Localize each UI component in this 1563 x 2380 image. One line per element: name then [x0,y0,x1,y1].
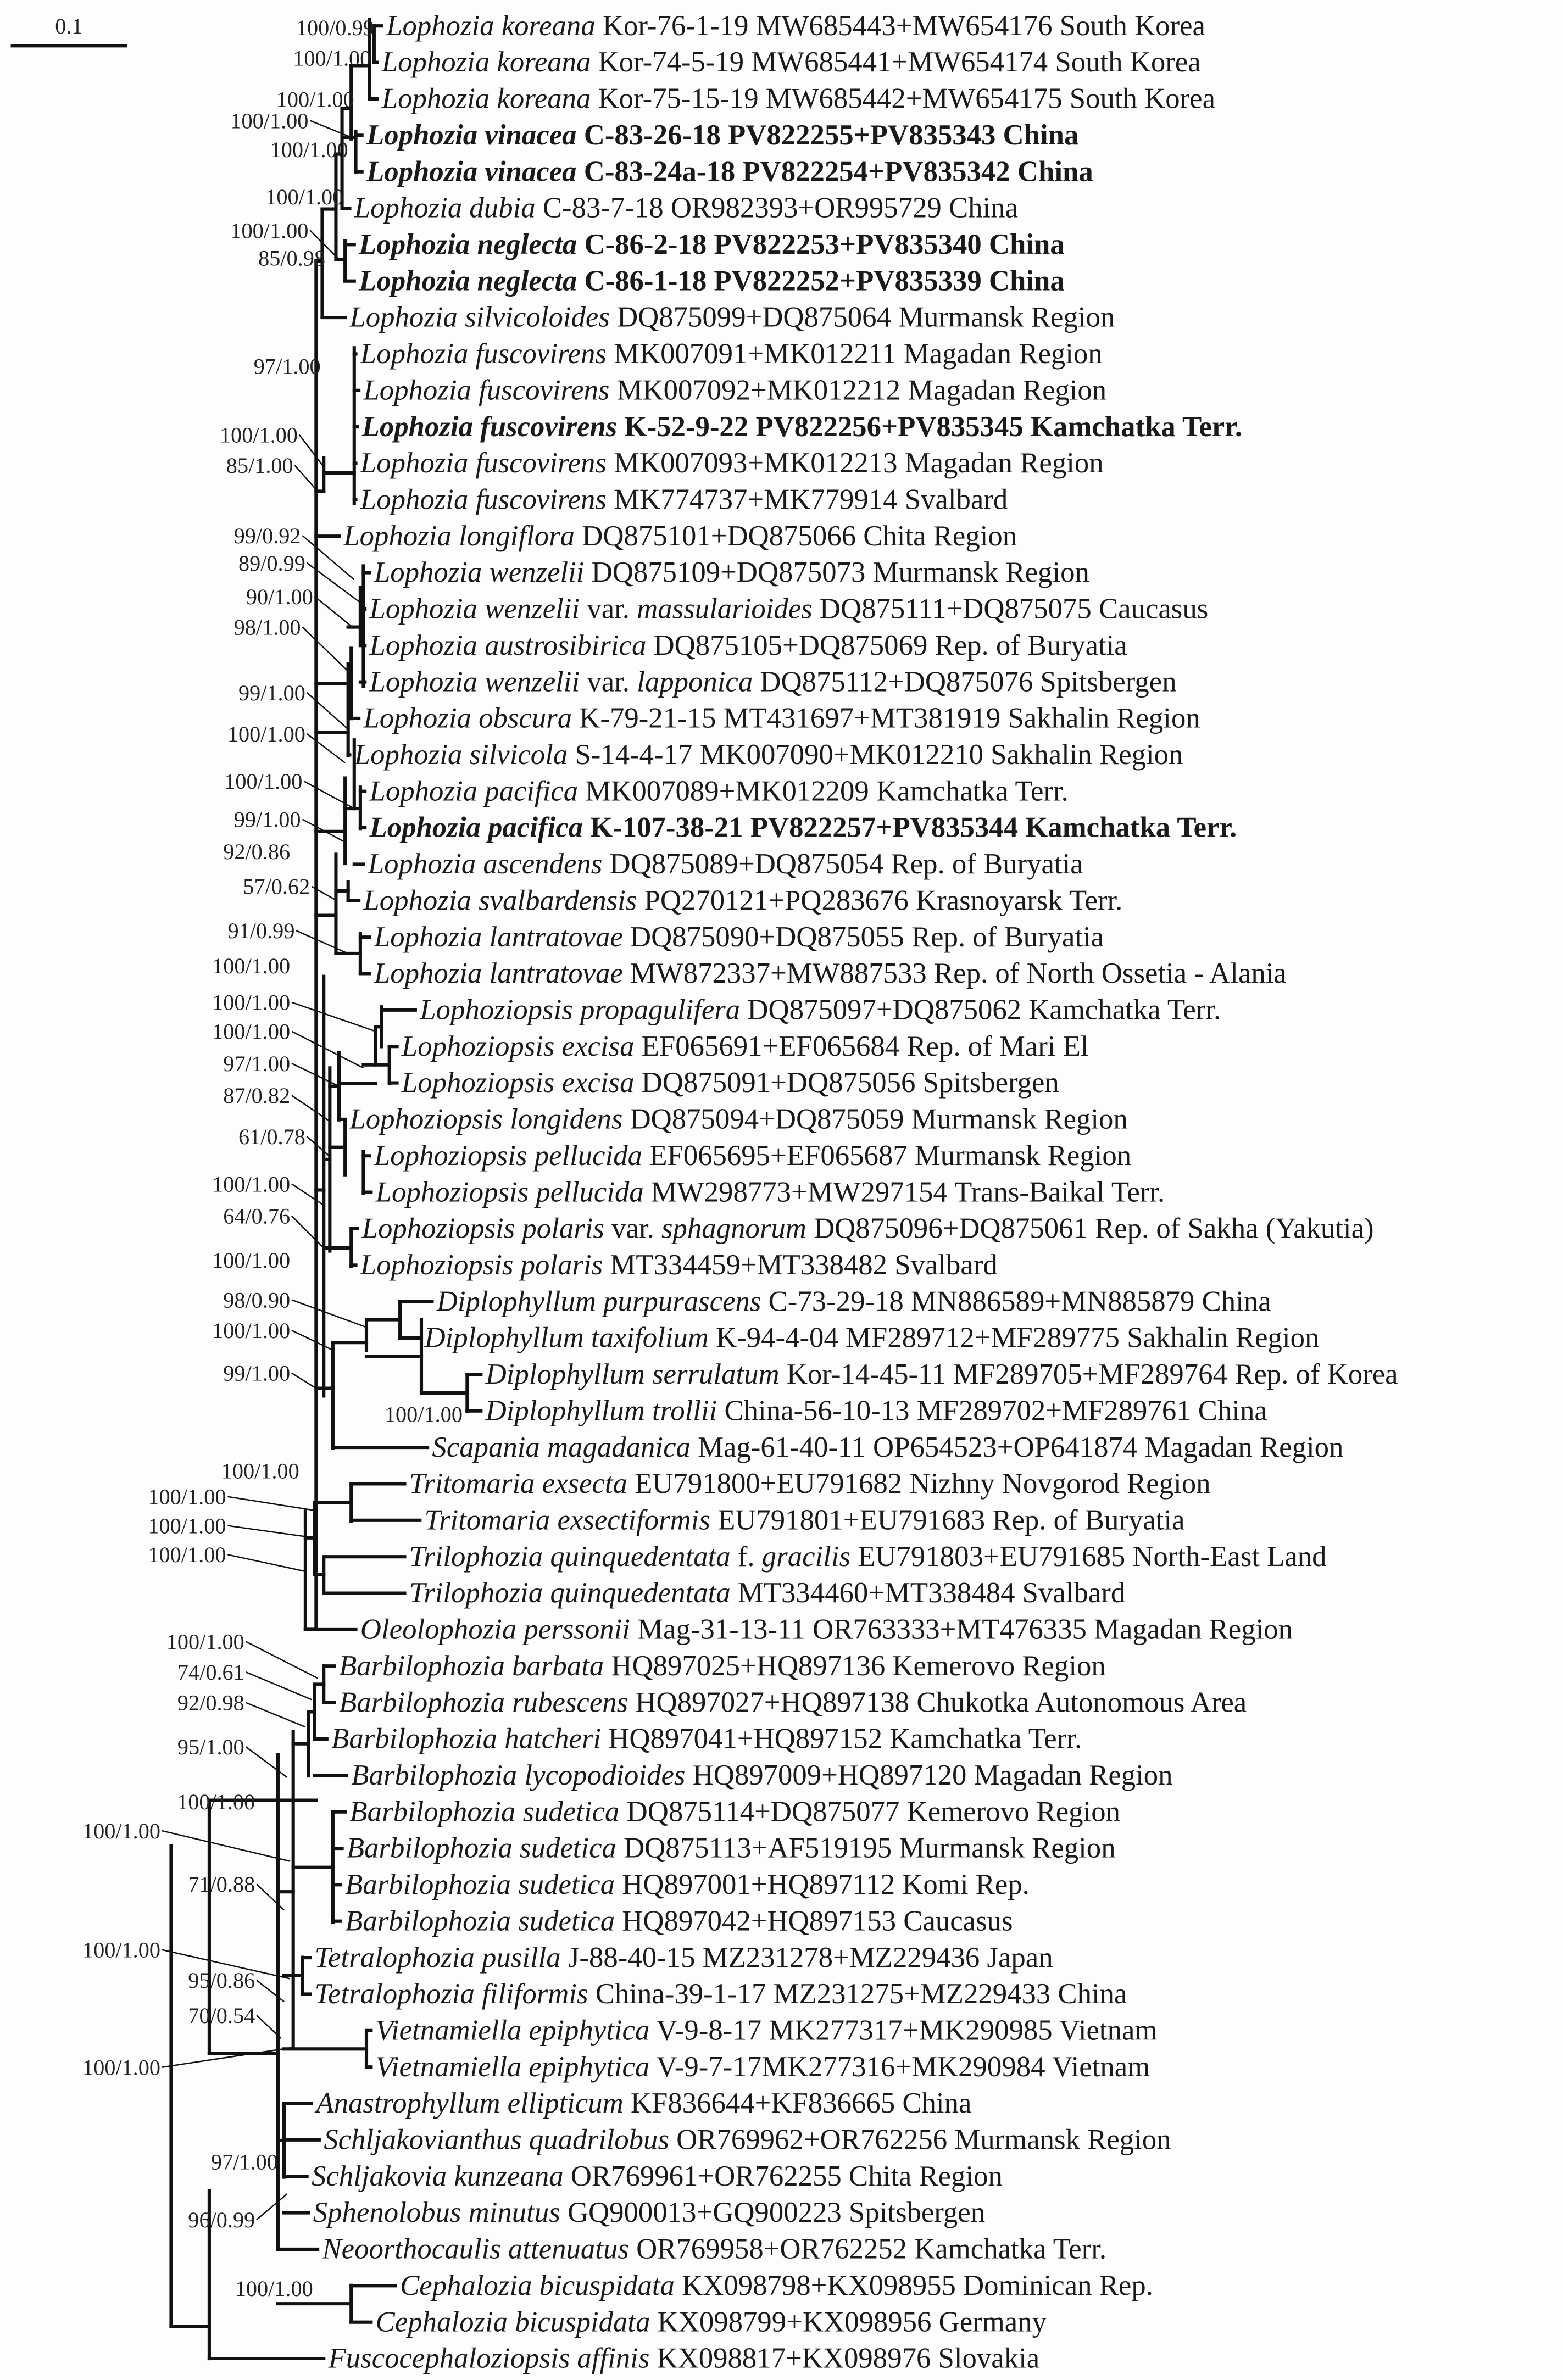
taxon-voucher-info: DQ875097+DQ875062 Kamchatka Terr. [740,994,1221,1026]
taxon-label [321,2233,1106,2265]
support-value: 71/0.88 [188,1872,255,1897]
support-leader-arrow [227,1526,314,1538]
support-leader-arrow [292,1300,366,1327]
taxon-name: Barbilophozia rubescens [339,1686,628,1719]
taxon-label [381,46,1201,78]
support-value: 97/1.00 [210,2149,278,2175]
taxon-name: Trilophozia quinquedentata [409,1577,731,1609]
support-value: 100/1.00 [230,108,309,133]
support-leader-arrow [292,1002,376,1032]
support-value: 100/1.00 [82,1818,161,1843]
taxon-voucher-info: f. [730,1540,762,1573]
taxon-label [361,1213,1374,1245]
taxon-name: Lophozia vinacea [366,119,577,151]
taxon-voucher-info: MK007092+MK012212 Magadan Region [609,374,1107,406]
taxon-label [424,1322,1320,1354]
taxon-label [401,1030,1089,1062]
taxon-voucher-info: OR769958+OR762252 Kamchatka Terr. [628,2233,1107,2265]
support-value: 100/1.00 [82,2055,161,2080]
scale-bar [13,14,126,46]
taxon-voucher-info: C-83-24a-18 PV822254+PV835342 China [576,155,1093,188]
support-leader-arrow [246,1672,312,1699]
support-value: 57/0.62 [243,874,310,899]
taxon-label [400,2270,1153,2301]
taxon-name: Barbilophozia lycopodioides [351,1759,686,1791]
taxon-voucher-info: KF836644+KF836665 China [623,2087,972,2120]
taxon-voucher-info: DQ875111+DQ875075 Caucasus [812,593,1209,625]
taxon-voucher-info: EU791801+EU791683 Rep. of Buryatia [710,1504,1185,1536]
taxon-name: Lophozia silvicoloides [349,301,610,333]
support-value: 89/0.99 [238,550,305,576]
taxon-label [358,265,1065,297]
taxon-voucher-info: DQ875099+DQ875064 Murmansk Region [609,301,1115,333]
support-value: 100/1.00 [166,1629,244,1654]
support-leader-arrow [162,2047,293,2067]
support-leader-arrow [307,734,345,763]
taxon-voucher-info: DQ875101+DQ875066 Chita Region [575,520,1017,552]
support-leader-arrow [257,1884,284,1910]
taxon-voucher-info: MK007089+MK012209 Kamchatka Terr. [578,775,1069,807]
support-value: 85/0.98 [258,246,326,271]
taxon-label [369,812,1237,844]
support-value: 100/1.00 [219,422,298,448]
support-leader-arrow [296,930,348,954]
taxon-voucher-info: HQ897001+HQ897112 Komi Rep. [615,1869,1030,1901]
taxon-voucher-info: DQ875094+DQ875059 Murmansk Region [622,1103,1128,1135]
taxon-voucher-info: DQ875096+DQ875061 Rep. of Sakha (Yakutia) [806,1212,1374,1245]
taxon-voucher-info: MW872337+MW887533 Rep. of North Ossetia - Alania [622,957,1287,990]
taxon-voucher-info: S-14-4-17 MK007090+MK012210 Sakhalin Region [568,739,1183,771]
support-value: 61/0.78 [238,1124,305,1150]
taxon-voucher-info: C-83-7-18 OR982393+OR995729 China [535,192,1019,224]
taxon-name: Diplophyllum taxifolium [424,1322,709,1354]
taxon-voucher-info: DQ875113+AF519195 Murmansk Region [616,1832,1116,1864]
taxon-label [351,1759,1172,1791]
taxon-name: Tritomaria exsecta [409,1468,627,1500]
taxon-voucher-info: J-88-40-15 MZ231278+MZ229436 Japan [560,1941,1053,1974]
support-leader-arrow [227,1497,314,1511]
taxon-voucher-info: KX098799+KX098956 Germany [650,2306,1047,2338]
taxon-name: Barbilophozia sudetica [349,1796,620,1828]
taxon-voucher-info: HQ897025+HQ897136 Kemerovo Region [604,1649,1106,1682]
taxon-label [366,155,1093,187]
taxon-label [328,2343,1040,2375]
support-leader-arrow [307,693,348,729]
taxon-label [368,848,1083,880]
taxon-voucher-info: China-39-1-17 MZ231275+MZ229433 China [588,1978,1127,2010]
taxon-label [369,775,1069,807]
taxon-voucher-info: Mag-61-40-11 OP654523+OP641874 Magadan Region [690,1431,1344,1463]
taxon-label [349,1796,1120,1827]
support-leader-arrow [162,1831,290,1861]
support-leader-arrow [294,465,318,491]
support-value: 92/0.86 [223,839,291,864]
support-value: 100/1.00 [148,1484,226,1509]
taxon-voucher-info: KX098798+KX098955 Dominican Rep. [674,2269,1153,2301]
taxon-label [314,2087,971,2119]
taxon-voucher-info: GQ900013+GQ900223 Spitsbergen [560,2197,986,2229]
taxon-voucher-info: K-52-9-22 PV822256+PV835345 Kamchatka Terr. [617,410,1242,443]
taxon-label [419,994,1221,1025]
taxon-voucher-info: MT334460+MT338484 Svalbard [730,1577,1126,1609]
taxon-label [361,411,1242,443]
taxon-name: Lophozia fuscovirens [360,483,607,516]
support-value: 100/1.00 [212,1172,291,1197]
support-value: 95/0.86 [188,1968,255,1993]
taxon-name: Lophozia wenzelii [374,556,585,589]
taxon-label [360,484,1008,516]
taxon-name: Lophozia obscura [363,702,572,734]
taxon-name: Lophozia silvicola [354,739,568,771]
support-leader-arrow [307,1136,330,1156]
support-value: 92/0.98 [177,1690,244,1715]
taxon-name: Barbilophozia sudetica [346,1832,616,1864]
taxon-label [360,447,1104,479]
taxon-name: Lophoziopsis excisa [401,1030,635,1062]
taxon-voucher-info: Kor-75-15-19 MW685442+MW654175 South Korea [591,82,1216,115]
taxon-name: Cephalozia bicuspidata [400,2269,675,2301]
taxon-label [343,520,1017,552]
taxon-voucher-info: EF065695+EF065687 Murmansk Region [642,1139,1132,1172]
taxon-voucher-info: HQ897009+HQ897120 Magadan Region [685,1759,1173,1791]
taxon-name: Lophozia koreana [386,9,596,42]
taxon-name: Lophozia lantratovae [374,957,623,990]
taxon-label [360,1614,1293,1646]
taxon-name: Lophozia fuscovirens [360,447,607,480]
support-value: 100/1.00 [276,87,354,112]
support-value: 100/1.00 [270,137,348,163]
support-leader-arrow [257,1980,284,2002]
taxon-name: Lophozia wenzelii [369,593,580,625]
taxon-name: Schljakovianthus quadrilobus [324,2123,669,2156]
taxon-name: lapponica [637,666,753,698]
support-value: 100/1.00 [212,990,291,1015]
taxon-label [485,1395,1267,1426]
taxon-name: Barbilophozia sudetica [345,1869,615,1901]
support-value: 100/1.00 [384,1402,463,1427]
support-leader-arrow [292,1373,316,1389]
taxon-voucher-info: DQ875112+DQ875076 Spitsbergen [753,666,1177,698]
support-leader-arrow [292,1032,364,1068]
taxon-label [436,1285,1271,1317]
taxon-name: Lophozia koreana [381,46,591,79]
taxon-voucher-info: MT334459+MT338482 Svalbard [603,1248,998,1281]
taxon-voucher-info: C-86-1-18 PV822252+PV835339 China [577,265,1065,297]
support-value: 100/1.00 [230,218,309,243]
support-value: 95/1.00 [177,1735,244,1760]
taxon-label [374,1140,1131,1172]
taxon-labels [312,10,1398,2375]
taxon-name: Vietnamiella epiphytica [375,2050,650,2083]
taxon-label [363,884,1122,916]
taxon-voucher-info: MK007091+MK012211 Magadan Region [606,338,1103,370]
taxon-voucher-info: V-9-7-17MK277316+MK290984 Vietnam [649,2050,1150,2083]
taxon-name: Lophozia ascendens [368,848,603,880]
taxon-label [376,2051,1150,2083]
taxon-voucher-info: PQ270121+PQ283676 Krasnoyarsk Terr. [637,884,1123,917]
taxon-voucher-info: OR769962+OR762256 Murmansk Region [669,2123,1171,2156]
taxon-label [345,1905,1013,1937]
taxon-voucher-info: Mag-31-13-11 OR763333+MT476335 Magadan Region [630,1613,1293,1646]
support-value: 97/1.00 [223,1051,291,1076]
taxon-voucher-info: V-9-8-17 MK277317+MK290985 Vietnam [649,2014,1158,2047]
taxon-voucher-info: Kor-76-1-19 MW685443+MW654176 South Korea [595,9,1205,42]
taxon-voucher-info: MK007093+MK012213 Magadan Region [606,447,1104,480]
taxon-voucher-info: var. [580,593,637,625]
support-value: 98/0.90 [223,1287,291,1313]
taxon-name: Lophozia wenzelii [369,666,580,698]
taxon-name: Lophozia fuscovirens [361,410,618,443]
taxon-name: Lophoziopsis polaris [360,1248,603,1281]
support-value: 70/0.54 [188,2003,255,2028]
taxon-voucher-info: China-56-10-13 MF289702+MF289761 China [717,1395,1267,1427]
taxon-voucher-info: K-94-4-04 MF289712+MF289775 Sakhalin Region [708,1322,1320,1354]
taxon-name: Diplophyllum trollii [485,1395,717,1427]
taxon-name: Oleolophozia perssonii [360,1613,630,1646]
taxon-name: Fuscocephaloziopsis affinis [328,2342,650,2375]
support-value: 100/1.00 [148,1542,226,1568]
support-value: 85/1.00 [226,453,293,478]
taxon-label [354,192,1018,224]
taxon-name: massularioides [637,593,813,625]
support-value: 100/1.00 [227,721,305,746]
taxon-label [425,1504,1185,1536]
taxon-name: sphagnorum [661,1212,806,1245]
taxon-label [381,83,1215,115]
support-value: 74/0.61 [177,1660,244,1685]
support-value: 64/0.76 [223,1203,291,1229]
support-value: 100/1.00 [265,185,344,210]
support-value: 99/1.00 [223,1361,291,1386]
taxon-label [315,1942,1053,1974]
taxon-label [349,1103,1127,1135]
taxon-label [354,739,1183,771]
support-value: 90/1.00 [246,584,313,609]
taxon-label [369,666,1177,698]
taxon-voucher-info: EU791803+EU791685 North-East Land [850,1540,1327,1573]
support-leader-arrow [292,1216,324,1248]
taxon-name: Lophoziopsis excisa [401,1067,635,1099]
taxon-voucher-info: HQ897027+HQ897138 Chukotka Autonomous Area [628,1686,1247,1719]
taxon-voucher-info: K-107-38-21 PV822257+PV835344 Kamchatka Terr. [582,811,1237,844]
taxon-name: Tetralophozia pusilla [314,1941,561,1974]
taxon-name: Vietnamiella epiphytica [375,2014,650,2047]
taxon-label [374,957,1287,989]
taxon-label [374,921,1104,953]
taxon-voucher-info: HQ897042+HQ897153 Caucasus [615,1905,1013,1937]
taxon-name: Lophozia neglecta [359,265,577,297]
support-value: 100/1.00 [212,1019,291,1044]
support-value: 87/0.82 [223,1083,291,1108]
support-leader-arrow [257,2194,287,2220]
taxon-name: gracilis [761,1540,851,1573]
support-value: 98/1.00 [233,615,301,640]
support-leader-arrow [310,120,351,137]
taxon-name: Lophoziopsis propagulifera [420,994,741,1026]
taxon-voucher-info: Kor-14-45-11 MF289705+MF289764 Rep. of Korea [779,1358,1398,1391]
taxon-label [409,1577,1125,1609]
support-leader-arrow [246,1747,287,1777]
taxon-voucher-info: C-86-2-18 PV822253+PV835340 China [577,228,1065,261]
taxon-name: Lophozia fuscovirens [360,338,607,370]
taxon-name: Lophozia svalbardensis [363,884,637,917]
taxon-name: Tetralophozia filiformis [314,1978,588,2010]
taxon-name: Lophozia fuscovirens [363,374,610,406]
taxon-voucher-info: HQ897041+HQ897152 Kamchatka Terr. [601,1723,1082,1755]
taxon-label [315,1978,1127,2010]
taxon-label [409,1468,1211,1500]
taxon-voucher-info: C-73-29-18 MN886589+MN885879 China [761,1285,1271,1318]
taxon-label [409,1541,1327,1573]
support-leader-arrow [292,1330,333,1350]
support-value: 99/1.00 [238,680,305,705]
taxon-label [376,2306,1047,2338]
taxon-name: Lophozia austrosibirica [369,629,647,661]
taxon-name: Lophozia longiflora [343,520,575,552]
taxon-label [363,374,1106,406]
taxon-name: Barbilophozia barbata [339,1649,604,1682]
support-value: 100/1.00 [212,954,291,979]
taxon-voucher-info: DQ875114+DQ875077 Kemerovo Region [619,1796,1120,1828]
support-leader-arrow [299,435,324,467]
taxon-voucher-info: K-79-21-15 MT431697+MT381919 Sakhalin Region [572,702,1200,734]
support-value: 100/1.00 [293,46,371,71]
taxon-name: Lophozia koreana [381,82,591,115]
taxon-name: Lophozia neglecta [359,228,577,261]
support-value: 100/1.00 [224,769,303,794]
taxon-name: Lophozia pacifica [369,811,583,844]
support-leader-arrow [302,627,348,672]
taxon-label [374,556,1089,588]
taxon-name: Lophoziopsis pellucida [374,1139,642,1172]
support-value: 100/1.00 [212,1248,291,1273]
taxon-name: Barbilophozia hatcheri [331,1723,602,1755]
support-value: 91/0.99 [227,918,295,944]
support-value: 99/0.92 [233,523,301,548]
taxon-label [432,1431,1343,1463]
taxon-voucher-info: DQ875091+DQ875056 Spitsbergen [634,1067,1059,1099]
taxon-name: Trilophozia quinquedentata [409,1540,731,1573]
taxon-label [369,593,1209,625]
taxon-label [363,703,1200,734]
support-value: 100/1.00 [82,1937,161,1963]
taxon-label [360,338,1103,370]
taxon-name: Tritomaria exsectiformis [424,1504,710,1536]
taxon-name: Lophozia pacifica [369,775,579,807]
taxon-voucher-info: var. [604,1212,662,1245]
taxon-label [376,2014,1158,2046]
support-value: 99/1.00 [233,807,301,832]
taxon-voucher-info: EF065691+EF065684 Rep. of Mari El [634,1030,1089,1062]
taxon-label [339,1686,1247,1718]
taxon-voucher-info: OR769961+OR762255 Chita Region [563,2160,1003,2192]
taxon-name: Lophoziopsis longidens [349,1103,623,1135]
taxon-label [312,2160,1003,2192]
taxon-label [360,1249,998,1281]
taxon-name: Neoorthocaulis attenuatus [322,2233,629,2265]
taxon-label [386,10,1205,42]
support-value: 97/1.00 [253,354,321,379]
taxon-voucher-info: DQ875109+DQ875073 Murmansk Region [584,556,1089,589]
taxon-label [349,302,1115,333]
support-leader-arrow [315,597,354,628]
taxon-name: Barbilophozia sudetica [345,1905,615,1937]
scale-bar-label: 0.1 [55,14,83,39]
taxon-voucher-info: MK774737+MK779914 Svalbard [606,483,1008,516]
taxon-label [324,2124,1171,2156]
support-leader-arrow [246,1703,305,1727]
taxon-name: Scapania magadanica [432,1431,691,1463]
taxon-name: Lophoziopsis polaris [361,1212,604,1245]
taxon-name: Anastrophyllum ellipticum [316,2087,624,2120]
taxon-name: Lophozia lantratovae [374,921,623,953]
taxon-name: Cephalozia bicuspidata [375,2306,650,2338]
taxon-name: Lophoziopsis pellucida [375,1176,644,1208]
taxon-label [358,228,1065,260]
support-value: 100/1.00 [148,1513,226,1539]
taxon-label [401,1067,1059,1099]
taxon-label [347,1832,1116,1864]
taxon-voucher-info: MW298773+MW297154 Trans-Baikal Terr. [643,1176,1165,1208]
taxon-name: Diplophyllum serrulatum [485,1358,780,1391]
support-leader-arrow [292,1184,324,1205]
taxon-voucher-info: KX098817+KX098976 Slovakia [649,2342,1040,2375]
taxon-name: Lophozia dubia [354,192,536,224]
support-value: 100/1.00 [177,1790,255,1815]
taxon-label [339,1650,1106,1682]
taxon-label [485,1358,1398,1390]
support-leader-arrow [227,1554,305,1571]
support-value: 100/1.00 [221,1458,299,1484]
taxon-label [366,119,1078,151]
taxon-name: Sphenolobus minutus [313,2197,560,2229]
taxon-voucher-info: DQ875090+DQ875055 Rep. of Buryatia [622,921,1104,953]
taxon-voucher-info: var. [580,666,637,698]
support-value: 100/0.99 [296,15,374,40]
taxon-voucher-info: DQ875089+DQ875054 Rep. of Buryatia [602,848,1083,880]
taxon-voucher-info: EU791800+EU791682 Nizhny Novgorod Region [627,1468,1211,1500]
taxon-label [313,2197,985,2228]
taxon-voucher-info: Kor-74-5-19 MW685441+MW654174 South Korea [591,46,1201,79]
taxon-label [375,1176,1165,1208]
support-value: 100/1.00 [235,2276,313,2301]
taxon-label [369,629,1127,661]
taxon-name: Lophozia vinacea [366,155,577,188]
support-leader-arrow [246,1642,318,1679]
support-value: 100/1.00 [212,1318,291,1343]
taxon-label [345,1869,1030,1900]
taxon-voucher-info: C-83-26-18 PV822255+PV835343 China [576,119,1079,151]
taxon-name: Diplophyllum purpurascens [436,1285,761,1318]
support-value: 96/0.99 [188,2208,255,2233]
taxon-label [331,1723,1082,1755]
taxon-name: Schljakovia kunzeana [312,2160,564,2192]
taxon-voucher-info: DQ875105+DQ875069 Rep. of Buryatia [646,629,1127,661]
